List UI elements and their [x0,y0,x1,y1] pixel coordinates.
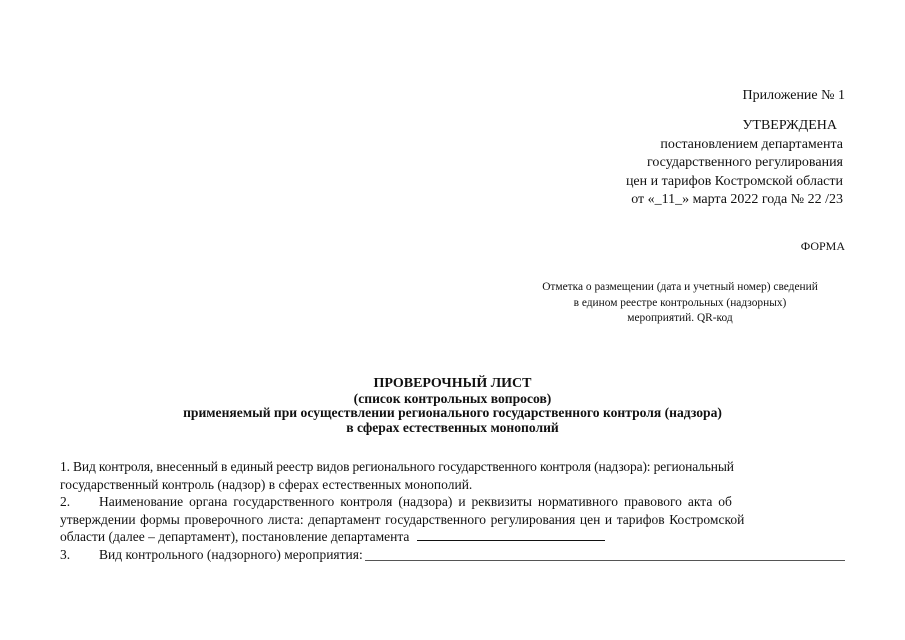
item-1-line: государственный контроль (надзор) в сферах естественных монополий. [60,476,473,492]
decree-blank-field [417,528,605,541]
registry-mark-line: мероприятий. QR-код [627,312,733,324]
document-heading [60,377,845,435]
item-2-text-end: области (далее – департамент), постановление департамента [60,529,410,545]
heading-scope-2: в сферах естественных монополий [346,419,559,435]
item-2-line [60,493,845,511]
item-2-line: утверждении формы проверочного листа: департамент государственного регулирования цен и тарифов Костромской [60,511,745,527]
heading-title: ПРОВЕРОЧНЫЙ ЛИСТ [373,376,532,391]
item-1-line [60,458,845,476]
approval-line: постановлением департамента [660,136,843,152]
item-1 [60,458,845,493]
item-2-text: Наименование органа государственного контроля (надзора) и реквизиты нормативного правового акта об [99,494,732,509]
approval-title: УТВЕРЖДЕНА [742,118,837,133]
item-3-text: Вид контрольного (надзорного) мероприятия: [99,547,363,562]
registry-mark [512,280,848,327]
registry-mark-line: в едином реестре контрольных (надзорных) [573,296,787,309]
form-label: ФОРМА [800,239,845,253]
appendix-label: Приложение № 1 [742,88,845,103]
approval-line: государственного регулирования [646,155,843,170]
item-2-line [60,528,845,546]
item-2-number: 2. [60,494,71,509]
item-3-number: 3. [60,547,71,562]
registry-mark-line: Отметка о размещении (дата и учетный номер) сведений [542,281,818,293]
heading-subtitle: (список контрольных вопросов) [353,390,552,406]
item-3 [60,546,845,564]
item-3-line [60,546,845,564]
approval-line: цен и тарифов Костромской области [625,173,843,189]
approval-block [503,117,843,210]
item-2 [60,493,845,546]
heading-scope: применяемый при осуществлении регионального государственного контроля (надзора) [183,405,722,420]
item-1-text: 1. Вид контроля, внесенный в единый реестр видов регионального государственного контроля (надзора): региональный [60,459,734,474]
event-type-blank-field [365,548,845,561]
approval-line: от «_11_» марта 2022 года № 22 /23 [631,192,843,207]
